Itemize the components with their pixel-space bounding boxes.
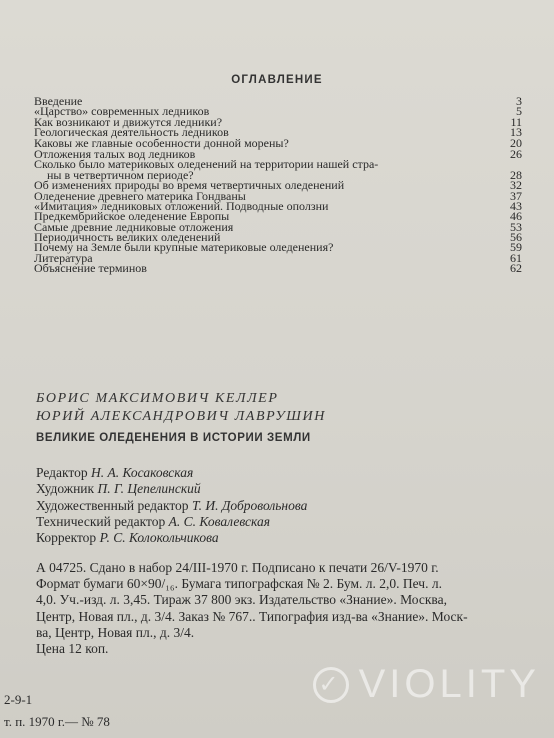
toc-entry-title: Предкембрийское оледенение Европы bbox=[34, 209, 230, 224]
toc-entry-page: 28 bbox=[510, 167, 522, 182]
author-name: БОРИС МАКСИМОВИЧ КЕЛЛЕР bbox=[36, 391, 279, 406]
toc-entry-title: «Имитация» ледниковых отложений. Подводные оползни bbox=[34, 198, 329, 213]
authors-block bbox=[36, 390, 326, 426]
toc-heading: ОГЛАВЛЕНИЕ bbox=[231, 74, 323, 86]
toc-entry-title: Сколько было материковых оледенений на территории нашей стра- bbox=[34, 157, 379, 172]
toc-entry-title: «Царство» современных ледников bbox=[34, 104, 210, 119]
credit-role: Корректор bbox=[36, 530, 97, 546]
toc-entry-title: Литература bbox=[34, 250, 93, 265]
toc-entry-title: Самые древние ледниковые отложения bbox=[34, 219, 234, 234]
toc-entry-title: Об изменениях природы во время четвертичных оледенений bbox=[34, 178, 345, 193]
toc-entry-title: Почему на Земле были крупные материковые оледенения? bbox=[34, 240, 334, 255]
toc-entry-title: Каковы же главные особенности донной морены? bbox=[34, 135, 289, 150]
toc-entry-page: 3 bbox=[516, 94, 522, 108]
toc-entry bbox=[34, 240, 522, 255]
toc-entry-title: Геологическая деятельность ледников bbox=[34, 125, 229, 140]
credit-line bbox=[36, 530, 307, 546]
toc-entry-page: 11 bbox=[510, 114, 522, 129]
toc-entry-title: Введение bbox=[34, 94, 83, 108]
toc-entry-title: ны в четвертичном периоде? bbox=[47, 167, 194, 182]
credit-role: Художник bbox=[36, 481, 95, 497]
toc-entry-page: 20 bbox=[510, 135, 522, 150]
toc-entry-title: Отложения талых вод ледников bbox=[34, 146, 196, 161]
printer-code: 2-9-1 bbox=[4, 692, 33, 707]
imprint-line: Формат бумаги 60×90/₁₆. Бумага типографская № 2. Бум. л. 2,0. Печ. л. bbox=[36, 576, 442, 592]
toc-entry-page: 5 bbox=[516, 104, 522, 119]
toc-entry-title: Периодичность великих оледенений bbox=[34, 230, 221, 245]
book-title: ВЕЛИКИЕ ОЛЕДЕНЕНИЯ В ИСТОРИИ ЗЕМЛИ bbox=[36, 432, 311, 444]
toc-entry-page: 32 bbox=[510, 178, 522, 193]
imprint-line: А 04725. Сдано в набор 24/III-1970 г. Подписано к печати 26/V-1970 г. bbox=[36, 560, 439, 575]
toc-entry-page: 61 bbox=[510, 250, 522, 265]
credit-role: Художественный редактор bbox=[36, 497, 189, 513]
toc-entry bbox=[34, 261, 522, 276]
credits-block bbox=[36, 465, 307, 546]
toc-entry-page: 53 bbox=[510, 219, 522, 234]
toc-entry-page: 62 bbox=[510, 261, 522, 276]
credit-person: А. С. Ковалевская bbox=[168, 513, 271, 529]
credit-person: Р. С. Колокольчикова bbox=[99, 530, 219, 546]
imprint-line: Центр, Новая пл., д. 3/4. Заказ № 767.. Типография изд-ва «Знание». Моск- bbox=[36, 608, 468, 624]
violity-logo-icon: ✓ bbox=[313, 667, 349, 703]
toc-entry-page: 37 bbox=[510, 188, 522, 203]
credit-line bbox=[36, 514, 307, 530]
printer-plan: т. п. 1970 г.— № 78 bbox=[4, 714, 110, 729]
author-name: ЮРИЙ АЛЕКСАНДРОВИЧ ЛАВРУШИН bbox=[36, 409, 326, 424]
credit-role: Редактор bbox=[36, 465, 88, 480]
credit-line bbox=[36, 498, 307, 514]
toc-entry-page: 26 bbox=[510, 146, 522, 161]
toc-entry-page: 46 bbox=[510, 209, 522, 224]
toc-entry-page: 56 bbox=[510, 230, 522, 245]
watermark-text: VIOLITY bbox=[358, 662, 540, 706]
credit-person: П. Г. Цепелинский bbox=[97, 481, 201, 497]
imprint-line: ва, Центр, Новая пл., д. 3/4. bbox=[36, 624, 195, 640]
imprint-block bbox=[36, 560, 536, 657]
credit-role: Технический редактор bbox=[36, 513, 166, 529]
credit-line bbox=[36, 481, 307, 497]
imprint-line: Цена 12 коп. bbox=[36, 641, 109, 657]
printer-marks bbox=[4, 689, 110, 733]
watermark bbox=[313, 662, 540, 707]
toc-entry-title: Объяснение терминов bbox=[34, 261, 147, 276]
toc-entry-page: 13 bbox=[510, 125, 522, 140]
credit-person: Т. И. Добровольнова bbox=[191, 497, 308, 513]
credit-line bbox=[36, 465, 307, 481]
toc-entry-title: Оледенение древнего материка Гондваны bbox=[34, 188, 246, 203]
toc-entry-page: 43 bbox=[510, 198, 522, 213]
table-of-contents bbox=[34, 96, 522, 274]
credit-person: Н. А. Косаковская bbox=[90, 465, 194, 480]
toc-entry-title: Как возникают и движутся ледники? bbox=[34, 114, 223, 129]
toc-entry-page: 59 bbox=[510, 240, 522, 255]
imprint-line: 4,0. Уч.-изд. л. 3,45. Тираж 37 800 экз. Издательство «Знание». Москва, bbox=[36, 592, 447, 608]
